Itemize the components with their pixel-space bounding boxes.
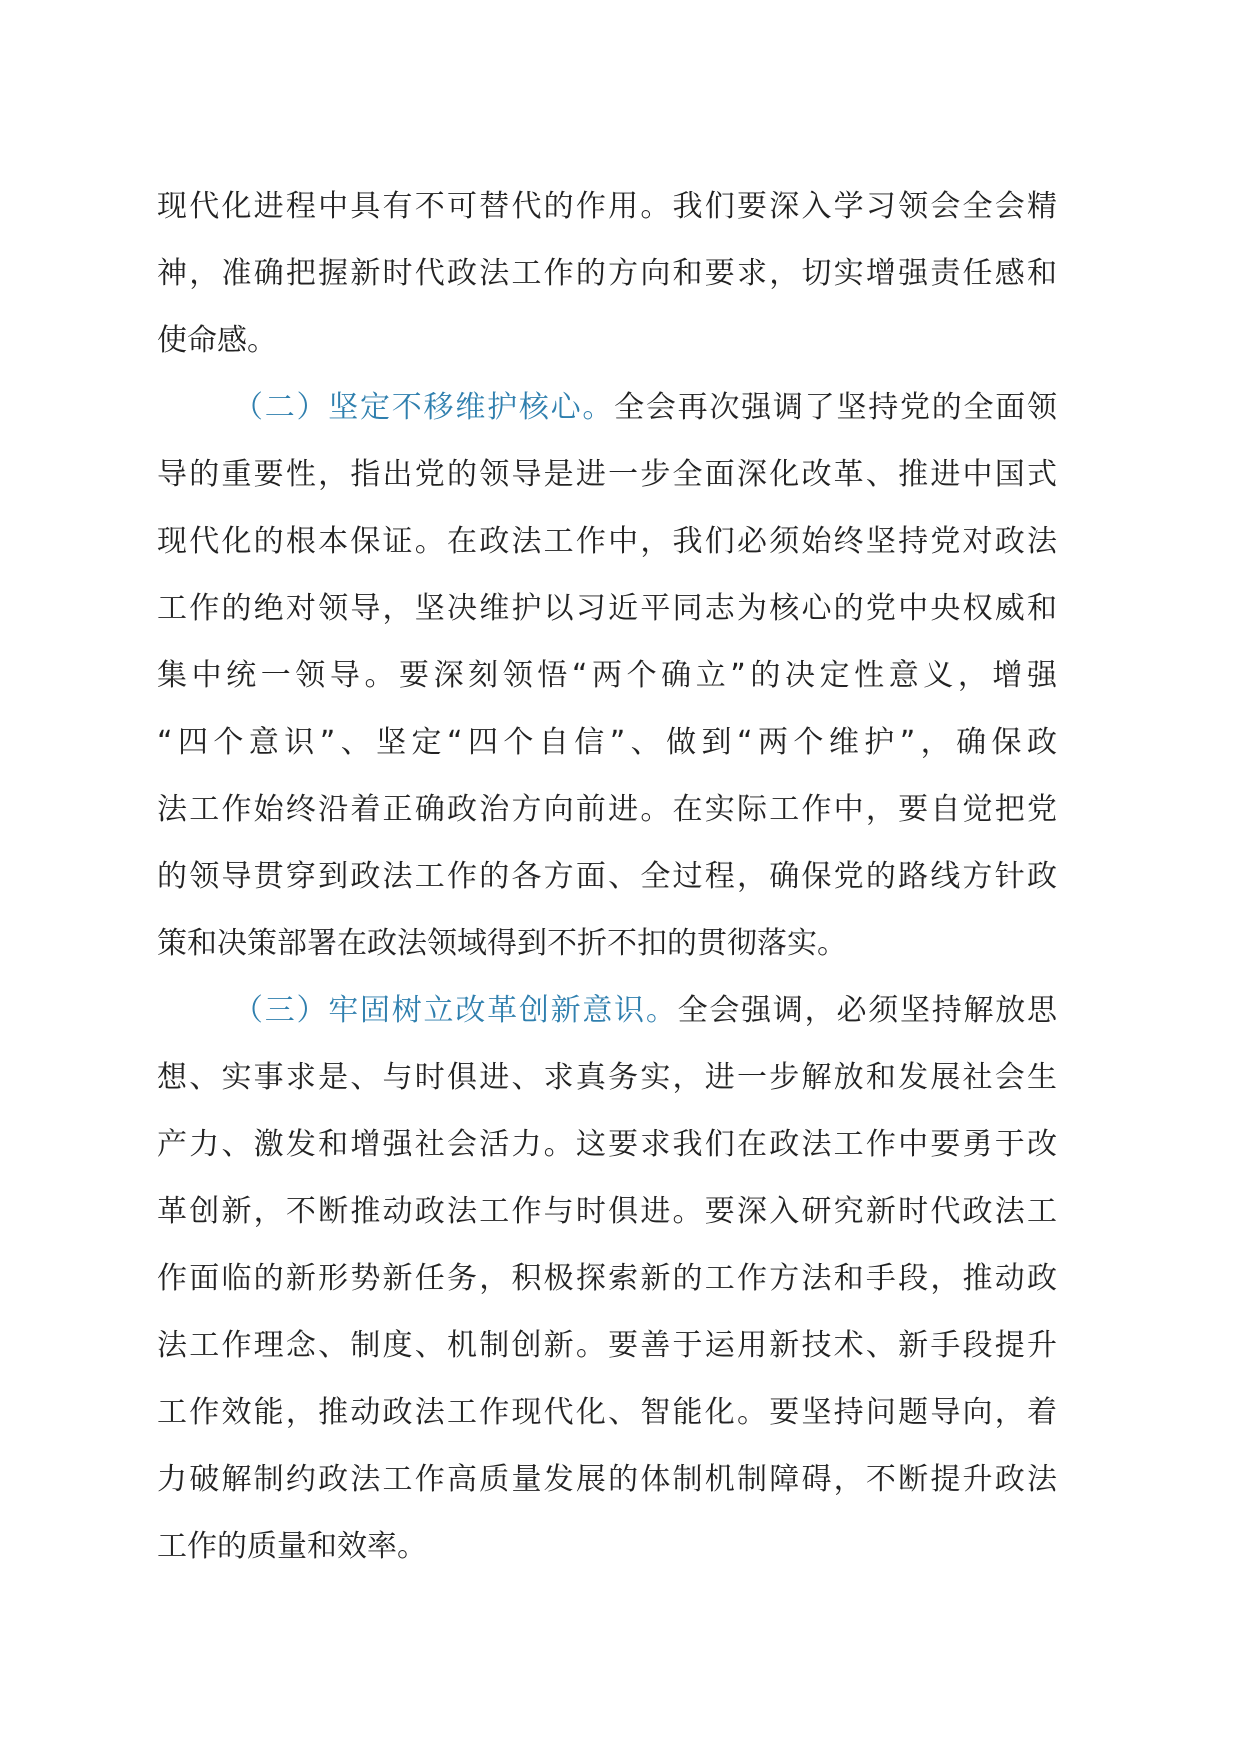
text-line: 法工作理念、制度、机制创新。要善于运用新技术、新手段提升 <box>157 1328 1057 1363</box>
text-line: “四个意识”、坚定“四个自信”、做到“两个维护”，确保政 <box>157 725 1057 760</box>
text-line: 现代化的根本保证。在政法工作中，我们必须始终坚持党对政法 <box>157 524 1057 559</box>
text-line <box>157 991 1057 1058</box>
text-line: 策和决策部署在政法领域得到不折不扣的贯彻落实。 <box>157 926 847 961</box>
text-line: 想、实事求是、与时俱进、求真务实，进一步解放和发展社会生 <box>157 1060 1057 1095</box>
document-body <box>157 187 1057 1594</box>
text-line: 导的重要性，指出党的领导是进一步全面深化改革、推进中国式 <box>157 457 1057 492</box>
section-heading: （三）牢固树立改革创新意识。 <box>233 993 678 1028</box>
text-span: 全会强调，必须坚持解放思 <box>677 993 1058 1028</box>
paragraph-1 <box>157 187 1057 388</box>
text-line: 神，准确把握新时代政法工作的方向和要求，切实增强责任感和 <box>157 256 1057 291</box>
text-line: 作面临的新形势新任务，积极探索新的工作方法和手段，推动政 <box>157 1261 1057 1296</box>
text-line: 革创新，不断推动政法工作与时俱进。要深入研究新时代政法工 <box>157 1194 1057 1229</box>
text-line: 现代化进程中具有不可替代的作用。我们要深入学习领会全会精 <box>157 189 1057 224</box>
text-line: 法工作始终沿着正确政治方向前进。在实际工作中，要自觉把党 <box>157 792 1057 827</box>
text-line: 集中统一领导。要深刻领悟“两个确立”的决定性意义，增强 <box>157 658 1057 693</box>
section-heading: （二）坚定不移维护核心。 <box>233 390 615 425</box>
paragraph-3 <box>157 991 1057 1594</box>
text-line <box>157 388 1057 455</box>
paragraph-2 <box>157 388 1057 991</box>
text-span: 全会再次强调了坚持党的全面领 <box>614 390 1058 425</box>
text-line: 使命感。 <box>157 323 277 358</box>
text-line: 工作的质量和效率。 <box>157 1529 427 1564</box>
text-line: 力破解制约政法工作高质量发展的体制机制障碍，不断提升政法 <box>157 1462 1057 1497</box>
text-line: 的领导贯穿到政法工作的各方面、全过程，确保党的路线方针政 <box>157 859 1057 894</box>
text-line: 产力、激发和增强社会活力。这要求我们在政法工作中要勇于改 <box>157 1127 1057 1162</box>
text-line: 工作效能，推动政法工作现代化、智能化。要坚持问题导向，着 <box>157 1395 1057 1430</box>
text-line: 工作的绝对领导，坚决维护以习近平同志为核心的党中央权威和 <box>157 591 1057 626</box>
